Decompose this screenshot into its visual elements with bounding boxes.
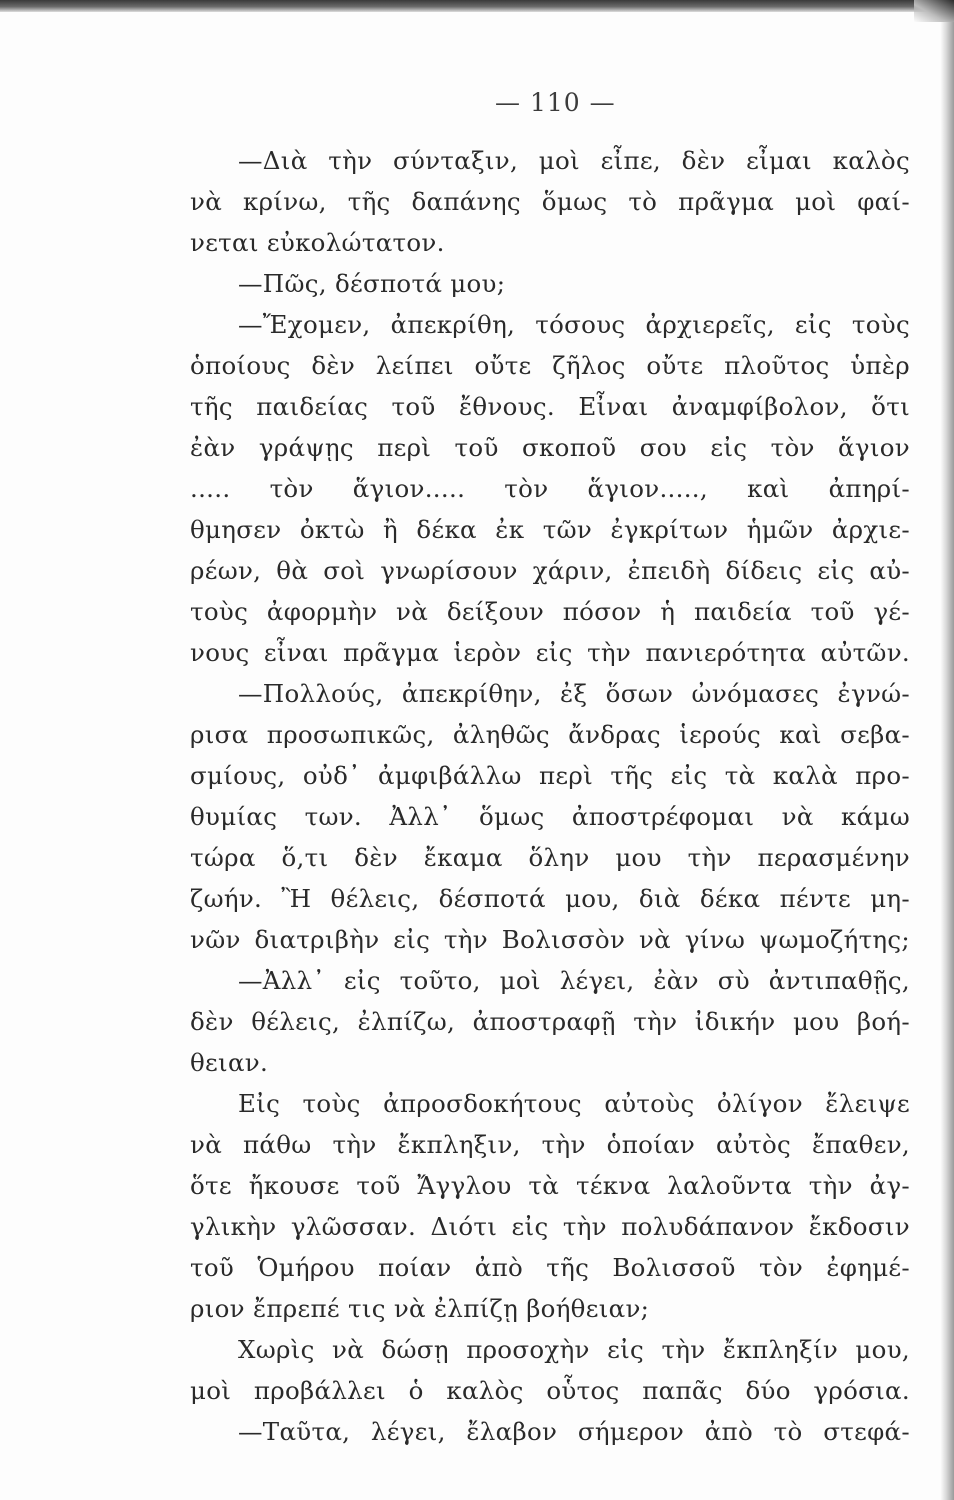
text-line: τῆς παιδείας τοῦ ἔθνους. Εἶναι ἀναμφίβολον, ὅτι xyxy=(190,392,910,421)
body-text xyxy=(190,140,910,1452)
text-line: νῶν διατριβὴν εἰς τὴν Βολισσὸν νὰ γίνω ψωμοζήτης; xyxy=(190,925,910,954)
text-line: —Πολλούς, ἀπεκρίθην, ἐξ ὅσων ὠνόμασες ἐγνώ- xyxy=(238,679,910,708)
scan-shadow-top xyxy=(0,0,954,12)
text-line: —Διὰ τὴν σύνταξιν, μοὶ εἶπε, δὲν εἶμαι καλὸς xyxy=(238,146,910,175)
text-line: τοὺς ἀφορμὴν νὰ δείξουν πόσον ἡ παιδεία τοῦ γέ- xyxy=(190,597,910,626)
text-line: μοὶ προβάλλει ὁ καλὸς οὗτος παπᾶς δύο γρόσια. xyxy=(190,1376,910,1405)
text-line: Χωρὶς νὰ δώσῃ προσοχὴν εἰς τὴν ἔκπληξίν μου, xyxy=(238,1335,910,1364)
text-line: θειαν. xyxy=(190,1048,269,1077)
scan-shadow-right xyxy=(940,0,954,1500)
text-line: —Πῶς, δέσποτά μου; xyxy=(238,269,506,298)
scan-shadow-corner xyxy=(914,0,954,22)
text-line: Εἰς τοὺς ἀπροσδοκήτους αὐτοὺς ὀλίγον ἔλειψε xyxy=(238,1089,910,1118)
text-line: —Ταῦτα, λέγει, ἔλαβον σήμερον ἀπὸ τὸ στεφά- xyxy=(238,1417,910,1446)
text-line: θμησεν ὀκτὼ ἢ δέκα ἐκ τῶν ἐγκρίτων ἡμῶν ἀρχιε- xyxy=(190,515,910,544)
text-line: νεται εὐκολώτατον. xyxy=(190,228,445,257)
text-line: ὁποίους δὲν λείπει οὔτε ζῆλος οὔτε πλοῦτος ὑπὲρ xyxy=(190,351,910,380)
text-line: —Ἔχομεν, ἀπεκρίθη, τόσους ἀρχιερεῖς, εἰς τοὺς xyxy=(238,310,910,339)
text-line: νὰ κρίνω, τῆς δαπάνης ὅμως τὸ πρᾶγμα μοὶ φαί- xyxy=(190,187,910,216)
text-line: ριον ἔπρεπέ τις νὰ ἐλπίζῃ βοήθειαν; xyxy=(190,1294,650,1323)
text-line: τοῦ Ὁμήρου ποίαν ἀπὸ τῆς Βολισσοῦ τὸν ἐφημέ- xyxy=(190,1253,910,1282)
text-line: ..... τὸν ἅγιον..... τὸν ἅγιον....., καὶ ἀπηρί- xyxy=(190,474,910,503)
text-line: θυμίας των. Ἀλλ᾽ ὅμως ἀποστρέφομαι νὰ κάμω xyxy=(190,802,910,831)
text-line: ρέων, θὰ σοὶ γνωρίσουν χάριν, ἐπειδὴ δίδεις εἰς αὐ- xyxy=(190,556,910,585)
text-line: ρισα προσωπικῶς, ἀληθῶς ἄνδρας ἱερούς καὶ σεβα- xyxy=(190,720,910,749)
page-header xyxy=(0,80,954,120)
text-line: ἐὰν γράψῃς περὶ τοῦ σκοποῦ σου εἰς τὸν ἅγιον xyxy=(190,433,910,462)
text-line: δὲν θέλεις, ἐλπίζω, ἀποστραφῇ τὴν ἰδικήν μου βοή- xyxy=(190,1007,910,1036)
text-line: ζωήν. Ἢ θέλεις, δέσποτά μου, διὰ δέκα πέντε μη- xyxy=(190,884,910,913)
text-line: τώρα ὅ,τι δὲν ἔκαμα ὅλην μου τὴν περασμένην xyxy=(190,843,910,872)
text-line: ὅτε ἤκουσε τοῦ Ἄγγλου τὰ τέκνα λαλοῦντα τὴν ἀγ- xyxy=(190,1171,910,1200)
text-line: νους εἶναι πρᾶγμα ἱερὸν εἰς τὴν πανιερότητα αὐτῶν. xyxy=(190,638,910,667)
text-line: γλικὴν γλῶσσαν. Διότι εἰς τὴν πολυδάπανον ἔκδοσιν xyxy=(190,1212,910,1241)
text-line: —Ἀλλ᾽ εἰς τοῦτο, μοὶ λέγει, ἐὰν σὺ ἀντιπαθῇς, xyxy=(238,966,910,995)
text-line: νὰ πάθω τὴν ἔκπληξιν, τὴν ὁποίαν αὐτὸς ἔπαθεν, xyxy=(190,1130,910,1159)
text-line: σμίους, οὐδ᾽ ἀμφιβάλλω περὶ τῆς εἰς τὰ καλὰ προ- xyxy=(190,761,910,790)
page-number: — 110 — xyxy=(495,88,616,117)
